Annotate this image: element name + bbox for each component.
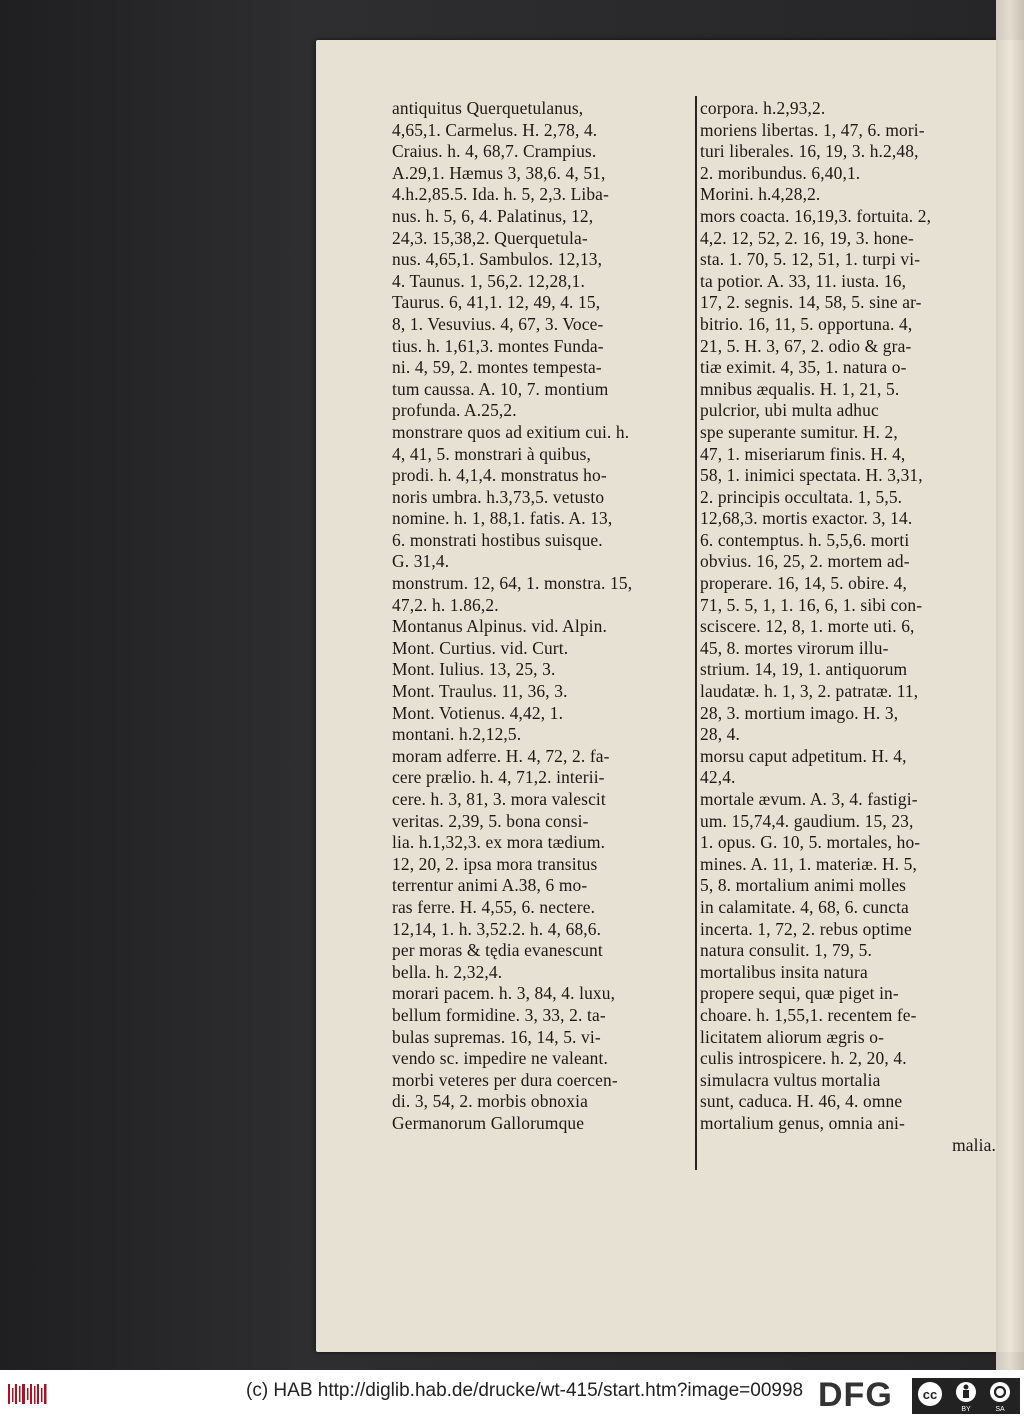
index-line: lia. h.1,32,3. ex mora tædium. bbox=[392, 832, 606, 853]
index-line: mines. A. 11, 1. materiæ. H. 5, bbox=[700, 853, 918, 874]
index-line: A.29,1. Hæmus 3, 38,6. 4, 51, bbox=[392, 162, 606, 183]
index-line: um. 15,74,4. gaudium. 15, 23, bbox=[700, 810, 914, 831]
index-line: laudatæ. h. 1, 3, 2. patratæ. 11, bbox=[700, 681, 919, 702]
index-line: mortalibus insita natura bbox=[700, 961, 868, 982]
index-line: profunda. A.25,2. bbox=[392, 400, 517, 421]
index-line: monstrare quos ad exitium cui. h. bbox=[392, 421, 630, 442]
svg-text:SA: SA bbox=[995, 1406, 1005, 1413]
index-line: propere sequi, quæ piget in- bbox=[700, 983, 899, 1004]
index-line: strium. 14, 19, 1. antiquorum bbox=[700, 659, 908, 680]
index-line: spe superante sumitur. H. 2, bbox=[700, 421, 898, 442]
index-line: tiæ eximit. 4, 35, 1. natura o- bbox=[700, 357, 907, 378]
svg-text:cc: cc bbox=[922, 1387, 938, 1402]
index-line: morsu caput adpetitum. H. 4, bbox=[700, 745, 907, 766]
cc-icon bbox=[917, 1381, 943, 1407]
index-line: mors coacta. 16,19,3. fortuita. 2, bbox=[700, 205, 932, 226]
index-line: Mont. Curtius. vid. Curt. bbox=[392, 637, 569, 658]
index-line: 58, 1. inimici spectata. H. 3,31, bbox=[700, 465, 923, 486]
svg-text:BY: BY bbox=[961, 1406, 971, 1413]
index-line: 47,2. h. 1.86,2. bbox=[392, 594, 499, 615]
index-line: 2. principis occultata. 1, 5,5. bbox=[700, 486, 903, 507]
index-line: Morini. h.4,28,2. bbox=[700, 184, 821, 205]
index-line: 2. moribundus. 6,40,1. bbox=[700, 162, 861, 183]
index-line: nus. h. 5, 6, 4. Palatinus, 12, bbox=[392, 205, 594, 226]
index-line: moriens libertas. 1, 47, 6. mori- bbox=[700, 119, 925, 140]
cc-license-icons bbox=[912, 1378, 1020, 1414]
copyright-credit: (c) HAB http://diglib.hab.de/drucke/wt-415/start.htm?image=00998 bbox=[246, 1380, 804, 1401]
index-line: mortalium genus, omnia ani- bbox=[700, 1112, 905, 1133]
index-line: bellum formidine. 3, 33, 2. ta- bbox=[392, 1004, 606, 1025]
index-line: 42,4. bbox=[700, 767, 736, 788]
index-line: mortale ævum. A. 3, 4. fastigi- bbox=[700, 789, 918, 809]
index-line: 4.h.2,85.5. Ida. h. 5, 2,3. Liba- bbox=[392, 184, 609, 205]
index-column-right bbox=[700, 98, 996, 1156]
index-line: in calamitate. 4, 68, 6. cuncta bbox=[700, 896, 909, 917]
index-line: incerta. 1, 72, 2. rebus optime bbox=[700, 918, 912, 939]
page-edge bbox=[996, 0, 1024, 1370]
index-line: mnibus æqualis. H. 1, 21, 5. bbox=[700, 378, 900, 399]
index-line: 4,2. 12, 52, 2. 16, 19, 3. hone- bbox=[700, 227, 914, 248]
column-divider bbox=[695, 96, 697, 1170]
index-line: 17, 2. segnis. 14, 58, 5. sine ar- bbox=[700, 292, 922, 313]
index-line: moram adferre. H. 4, 72, 2. fa- bbox=[392, 745, 610, 766]
index-line: properare. 16, 14, 5. obire. 4, bbox=[700, 573, 907, 594]
index-line: ta potior. A. 33, 11. iusta. 16, bbox=[700, 270, 907, 291]
index-line: Montanus Alpinus. vid. Alpin. bbox=[392, 616, 607, 637]
index-line: 1. opus. G. 10, 5. mortales, ho- bbox=[700, 832, 921, 853]
index-line: 28, 3. mortium imago. H. 3, bbox=[700, 702, 899, 723]
index-line: Mont. Iulius. 13, 25, 3. bbox=[392, 659, 556, 680]
index-line: 21, 5. H. 3, 67, 2. odio & gra- bbox=[700, 335, 912, 356]
index-line: cere. h. 3, 81, 3. mora valescit bbox=[392, 789, 606, 809]
index-line: turi liberales. 16, 19, 3. h.2,48, bbox=[700, 141, 919, 162]
index-line: veritas. 2,39, 5. bona consi- bbox=[392, 810, 589, 831]
index-line: tius. h. 1,61,3. montes Funda- bbox=[392, 335, 604, 356]
index-line: culis introspicere. h. 2, 20, 4. bbox=[700, 1048, 907, 1069]
index-line: simulacra vultus mortalia bbox=[700, 1069, 881, 1090]
index-line: morbi veteres per dura coercen- bbox=[392, 1069, 618, 1090]
index-line: 12,14, 1. h. 3,52.2. h. 4, 68,6. bbox=[392, 918, 602, 939]
index-line: G. 31,4. bbox=[392, 551, 450, 572]
index-line: tum caussa. A. 10, 7. montium bbox=[392, 378, 609, 399]
index-line: 12,68,3. mortis exactor. 3, 14. bbox=[700, 508, 913, 529]
index-line: prodi. h. 4,1,4. monstratus ho- bbox=[392, 465, 607, 486]
index-line: obvius. 16, 25, 2. mortem ad- bbox=[700, 551, 910, 572]
index-line: Mont. Traulus. 11, 36, 3. bbox=[392, 681, 568, 702]
dfg-logo: DFG bbox=[818, 1376, 893, 1414]
index-line: vendo sc. impedire ne valeant. bbox=[392, 1048, 609, 1069]
index-line: 4, 41, 5. monstrari à quibus, bbox=[392, 443, 592, 464]
index-line: 12, 20, 2. ipsa mora transitus bbox=[392, 853, 598, 874]
index-line: 28, 4. bbox=[700, 724, 741, 745]
index-column-left bbox=[392, 98, 688, 1135]
index-line: 4. Taunus. 1, 56,2. 12,28,1. bbox=[392, 270, 585, 291]
index-line: bitrio. 16, 11, 5. opportuna. 4, bbox=[700, 313, 913, 334]
index-line: 47, 1. miseriarum finis. H. 4, bbox=[700, 443, 906, 464]
barcode-icon bbox=[8, 1382, 48, 1406]
index-line: Craius. h. 4, 68,7. Crampius. bbox=[392, 141, 597, 162]
index-line: Germanorum Gallorumque bbox=[392, 1112, 585, 1133]
index-line: nomine. h. 1, 88,1. fatis. A. 13, bbox=[392, 508, 613, 529]
index-line: 4,65,1. Carmelus. H. 2,78, 4. bbox=[392, 119, 598, 140]
index-line: 5, 8. mortalium animi molles bbox=[700, 875, 907, 896]
index-line: per moras & tędia evanescunt bbox=[392, 940, 603, 961]
index-line: bella. h. 2,32,4. bbox=[392, 961, 503, 982]
index-line: choare. h. 1,55,1. recentem fe- bbox=[700, 1004, 917, 1025]
index-line: pulcrior, ubi multa adhuc bbox=[700, 400, 879, 421]
index-line: di. 3, 54, 2. morbis obnoxia bbox=[392, 1091, 588, 1112]
index-line: Mont. Votienus. 4,42, 1. bbox=[392, 702, 564, 723]
index-line: 6. monstrati hostibus suisque. bbox=[392, 529, 603, 550]
index-line: Taurus. 6, 41,1. 12, 49, 4. 15, bbox=[392, 292, 601, 313]
index-line: bulas supremas. 16, 14, 5. vi- bbox=[392, 1026, 601, 1047]
index-line: 71, 5. 5, 1, 1. 16, 6, 1. sibi con- bbox=[700, 594, 923, 615]
index-line: noris umbra. h.3,73,5. vetusto bbox=[392, 486, 605, 507]
index-line: terrentur animi A.38, 6 mo- bbox=[392, 875, 588, 896]
index-line: sciscere. 12, 8, 1. morte uti. 6, bbox=[700, 616, 915, 637]
index-line: 6. contemptus. h. 5,5,6. morti bbox=[700, 529, 910, 550]
index-line: licitatem aliorum ægris o- bbox=[700, 1026, 885, 1047]
index-line: ras ferre. H. 4,55, 6. nectere. bbox=[392, 896, 596, 917]
index-line: antiquitus Querquetulanus, bbox=[392, 98, 584, 118]
index-line: monstrum. 12, 64, 1. monstra. 15, bbox=[392, 573, 633, 594]
index-line: nus. 4,65,1. Sambulos. 12,13, bbox=[392, 249, 603, 270]
index-line: sta. 1. 70, 5. 12, 51, 1. turpi vi- bbox=[700, 249, 921, 270]
index-line: 8, 1. Vesuvius. 4, 67, 3. Voce- bbox=[392, 313, 604, 334]
index-line: sunt, caduca. H. 46, 4. omne bbox=[700, 1091, 903, 1112]
index-line: 45, 8. mortes virorum illu- bbox=[700, 637, 889, 658]
index-line: 24,3. 15,38,2. Querquetula- bbox=[392, 227, 588, 248]
index-line: malia. bbox=[952, 1134, 996, 1155]
index-line: cere prælio. h. 4, 71,2. interii- bbox=[392, 767, 605, 788]
index-line: montani. h.2,12,5. bbox=[392, 724, 522, 745]
index-line: natura consulit. 1, 79, 5. bbox=[700, 940, 872, 961]
index-line: corpora. h.2,93,2. bbox=[700, 98, 826, 118]
index-line: morari pacem. h. 3, 84, 4. luxu, bbox=[392, 983, 616, 1004]
index-line: ni. 4, 59, 2. montes tempesta- bbox=[392, 357, 602, 378]
